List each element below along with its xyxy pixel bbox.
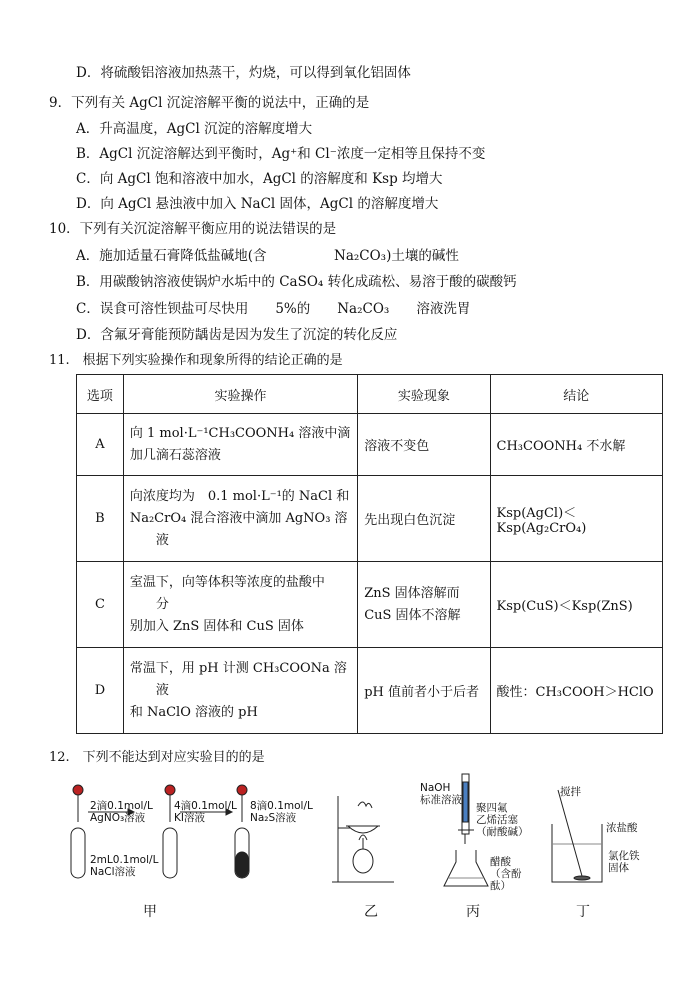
drop1-label: [90, 800, 153, 824]
evaporating-dish-diagram: [328, 786, 398, 886]
caption-yi: 乙: [364, 904, 378, 920]
valve-line: 乙烯活塞: [476, 814, 518, 826]
table-row: [77, 414, 663, 476]
phenomenon-line: CuS 固体不溶解: [364, 607, 461, 623]
row-conclusion: CH₃COONH₄ 不水解: [490, 414, 663, 476]
caption-bing: 丙: [466, 904, 480, 920]
q10-option-b: B．用碳酸钠溶液使锅炉水垢中的 CaSO₄ 转化成疏松、易溶于酸的碳酸钙: [76, 274, 517, 290]
naoh-line: NaOH: [420, 782, 451, 794]
drop2-line: 4滴0.1mol/L: [174, 800, 237, 812]
drop3-line: Na₂S溶液: [250, 812, 297, 824]
solid-line: 氯化铁: [608, 850, 640, 862]
figure-bing: [418, 772, 528, 894]
q11-table: [76, 374, 663, 734]
q9-option-b: B．AgCl 沉淀溶解达到平衡时，Ag⁺和 Cl⁻浓度一定相等且保持不变: [76, 146, 486, 162]
row-operation: [123, 414, 357, 476]
drop3-label: [250, 800, 313, 824]
table-row: [77, 562, 663, 648]
solid-label: [608, 850, 640, 874]
base-solution-label: [90, 854, 158, 878]
naoh-line: 标准溶液: [420, 794, 462, 806]
operation-line: 液: [129, 532, 169, 548]
q9-stem: 9．下列有关 AgCl 沉淀溶解平衡的说法中，正确的是: [49, 95, 370, 111]
figure-ding: [546, 784, 666, 892]
row-option: B: [77, 476, 124, 562]
q9-option-a: A．升高温度，AgCl 沉淀的溶解度增大: [76, 121, 313, 137]
solid-line: 固体: [608, 862, 629, 874]
q10-stem: 10．下列有关沉淀溶解平衡应用的说法错误的是: [49, 221, 337, 237]
row-conclusion: 酸性：CH₃COOH＞HClO: [490, 648, 663, 734]
operation-line: 和 NaClO 溶液的 pH: [129, 704, 258, 720]
table-row: [77, 648, 663, 734]
q11-stem: 11. 根据下列实验操作和现象所得的结论正确的是: [49, 353, 343, 368]
operation-line: 常温下，用 pH 计测 CH₃COONa 溶: [129, 660, 347, 676]
q10-option-d: D．含氟牙膏能预防龋齿是因为发生了沉淀的转化反应: [76, 327, 398, 343]
header-operation: 实验操作: [123, 375, 357, 414]
drop2-line: KI溶液: [174, 812, 205, 824]
header-option: 选项: [77, 375, 124, 414]
row-phenomenon: 先出现白色沉淀: [358, 476, 490, 562]
figure-yi: [328, 786, 398, 886]
operation-line: 向浓度均为 0.1 mol·L⁻¹的 NaCl 和: [129, 488, 350, 504]
operation-line: 室温下，向等体积等浓度的盐酸中: [129, 574, 325, 590]
valve-label: [476, 802, 528, 838]
drop3-line: 8滴0.1mol/L: [250, 800, 313, 812]
row-phenomenon: 溶液不变色: [358, 414, 490, 476]
drop1-line: AgNO₃溶液: [90, 812, 146, 824]
q8-option-d: D．将硫酸铝溶液加热蒸干，灼烧，可以得到氧化铝固体: [76, 65, 411, 81]
q10-option-c: C．误食可溶性钡盐可尽快用 5%的 Na₂CO₃ 溶液洗胃: [76, 301, 471, 317]
base-line: 2mL0.1mol/L: [90, 854, 159, 866]
beaker-diagram: [546, 784, 666, 892]
caption-jia: 甲: [143, 904, 157, 920]
row-conclusion: Ksp(AgCl)＜Ksp(Ag₂CrO₄): [490, 476, 663, 562]
table-row: [77, 476, 663, 562]
q9-option-c: C．向 AgCl 饱和溶液中加水，AgCl 的溶解度和 Ksp 均增大: [76, 171, 443, 187]
row-phenomenon: [358, 562, 490, 648]
row-option: D: [77, 648, 124, 734]
caption-ding: 丁: [576, 904, 590, 920]
flask-line: 醋酸: [490, 856, 511, 868]
q9-option-d: D．向 AgCl 悬浊液中加入 NaCl 固体，AgCl 的溶解度增大: [76, 196, 439, 212]
base-line: NaCl溶液: [90, 866, 136, 878]
row-conclusion: Ksp(CuS)＜Ksp(ZnS): [490, 562, 663, 648]
row-phenomenon: pH 值前者小于后者: [358, 648, 490, 734]
row-option: A: [77, 414, 124, 476]
acid-label: 浓盐酸: [606, 822, 638, 834]
operation-line: 液: [129, 682, 169, 698]
figure-jia: [60, 780, 320, 890]
operation-line: 加几滴石蕊溶液: [129, 447, 221, 463]
table-header-row: [77, 375, 663, 414]
operation-line: 别加入 ZnS 固体和 CuS 固体: [129, 618, 304, 634]
operation-line: 向 1 mol·L⁻¹CH₃COONH₄ 溶液中滴: [129, 425, 351, 441]
flask-label: [490, 856, 528, 892]
naoh-label: [420, 782, 462, 806]
valve-line: （耐酸碱）: [476, 826, 529, 838]
operation-line: 分: [129, 596, 169, 612]
drop1-line: 2滴0.1mol/L: [90, 800, 153, 812]
drop2-label: [174, 800, 237, 824]
stir-label: 搅拌: [560, 786, 581, 798]
operation-line: Na₂CrO₄ 混合溶液中滴加 AgNO₃ 溶: [129, 510, 348, 526]
q12-stem: 12. 下列不能达到对应实验目的的是: [49, 750, 265, 765]
flask-line: （含酚酞）: [490, 868, 522, 892]
row-operation: [123, 562, 357, 648]
row-operation: [123, 476, 357, 562]
q10-option-a: A．施加适量石膏降低盐碱地(含 Na₂CO₃)土壤的碱性: [76, 248, 459, 264]
header-phenomenon: 实验现象: [358, 375, 490, 414]
row-operation: [123, 648, 357, 734]
valve-line: 聚四氟: [476, 802, 508, 814]
header-conclusion: 结论: [490, 375, 663, 414]
row-option: C: [77, 562, 124, 648]
phenomenon-line: ZnS 固体溶解而: [364, 585, 460, 601]
